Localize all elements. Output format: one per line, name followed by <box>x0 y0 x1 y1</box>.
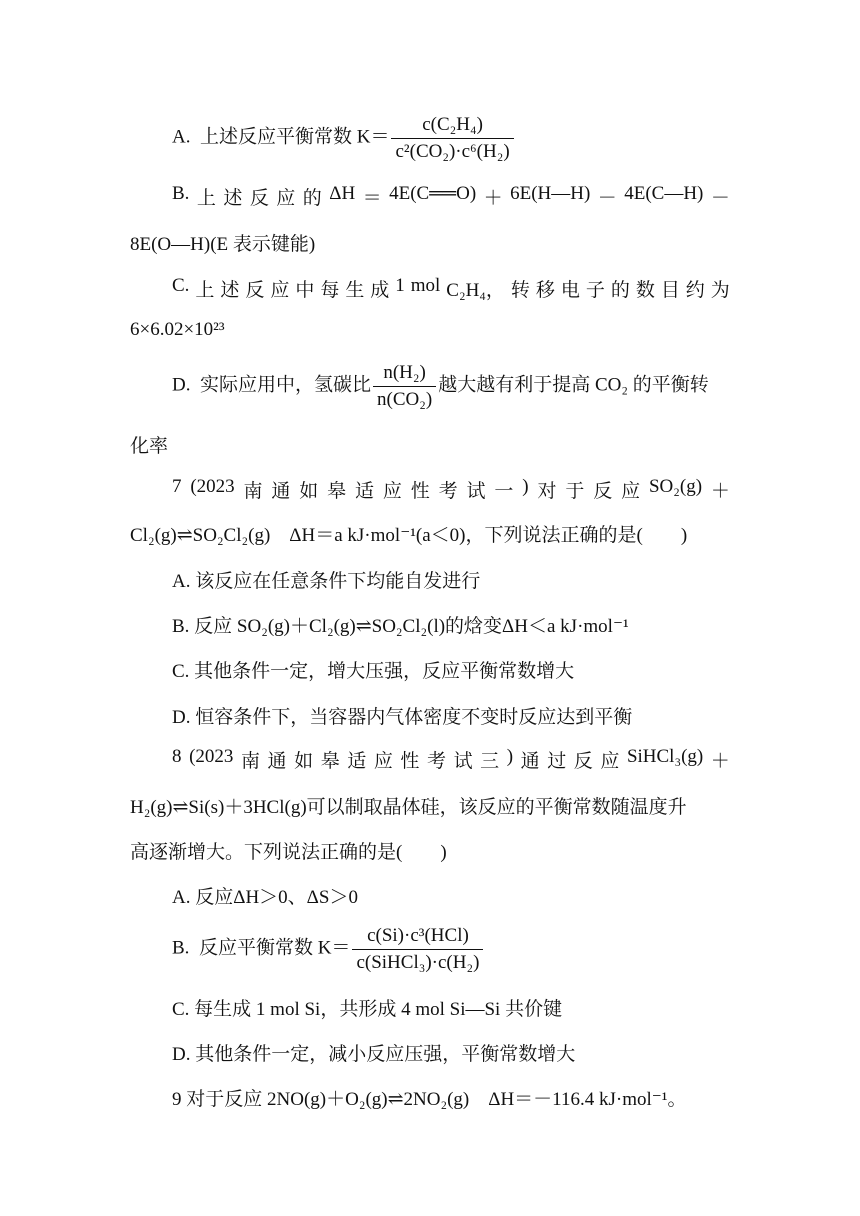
q6-option-d-text-pre: 实际应用中，氢碳比 <box>199 374 371 396</box>
q6-option-d-label: D. <box>172 374 191 396</box>
q6-option-d-line2: 化率 <box>130 436 169 457</box>
q6-option-c-segment: 的 <box>610 280 630 301</box>
q6-option-c-segment: 成 <box>370 280 390 301</box>
q6-option-a-fraction <box>391 114 513 163</box>
q6-option-c-segment: 电 <box>560 280 580 301</box>
q8-stem-segment: 如 <box>294 751 314 772</box>
q8-stem-segment: 应 <box>373 751 393 772</box>
q8-stem-segment: 通 <box>267 751 287 772</box>
q6-option-b-segment: 6E(H—H) <box>510 183 591 204</box>
q7-stem-segment: 于 <box>565 481 585 502</box>
q6-option-b-segment: 反 <box>249 188 269 209</box>
q8-stem-segment: 三 <box>480 751 500 772</box>
q6-option-c-segment: 转 <box>510 280 530 301</box>
q8-stem-segment: 试 <box>453 751 473 772</box>
q7-stem-segment: ＋ <box>710 481 730 502</box>
q6-option-c-segment: 子 <box>585 280 605 301</box>
q6-option-b-segment: 上 <box>196 188 216 209</box>
q8-stem-segment: 反 <box>573 751 593 772</box>
q8-stem-segment: 南 <box>240 751 260 772</box>
q6-option-c-segment: 述 <box>220 280 240 301</box>
q6-option-c-segment: 移 <box>535 280 555 301</box>
q7-stem-segment: SO₂(g) <box>648 476 703 497</box>
q7-stem-segment: 考 <box>438 481 458 502</box>
fraction-numerator: n(H₂) <box>383 362 426 383</box>
q7-stem-segment: 应 <box>382 481 402 502</box>
q8-option-b-label: B. <box>172 937 190 959</box>
q8-stem-segment: ) <box>506 746 514 767</box>
q8-stem-segment: 8 <box>172 746 182 767</box>
q7-stem-segment: 适 <box>355 481 375 502</box>
q8-stem-segment: 适 <box>347 751 367 772</box>
q6-option-b-segment: 4E(C══O) <box>389 183 477 204</box>
q7-stem-segment: ) <box>522 476 529 497</box>
q6-option-c-segment: 每 <box>320 280 340 301</box>
q8-option-d: D. 其他条件一定，减小反应压强，平衡常数增大 <box>172 1044 576 1065</box>
q8-stem-line3: 高逐渐增大。下列说法正确的是( ) <box>130 842 447 863</box>
q6-option-b-segment: 4E(C—H) <box>624 183 704 204</box>
fraction-denominator: c²(CO₂)·c⁶(H₂) <box>391 138 513 163</box>
q8-stem-segment: 通 <box>520 751 540 772</box>
q6-option-c-segment: 数 <box>635 280 655 301</box>
q8-option-a: A. 反应ΔH＞0、ΔS＞0 <box>172 887 358 908</box>
q6-option-d-text-post: 越大越有利于提高 CO₂ 的平衡转 <box>438 374 709 396</box>
q7-stem-line1 <box>172 476 730 503</box>
q6-option-b-segment: B. <box>172 183 190 204</box>
q8-stem-segment: 性 <box>400 751 420 772</box>
q8-stem-segment: 过 <box>547 751 567 772</box>
q8-option-b-fraction <box>352 925 483 974</box>
q6-option-b-segment: ＝ <box>362 188 382 209</box>
q8-stem-line2: H₂(g)⇌Si(s)＋3HCl(g)可以制取晶体硅，该反应的平衡常数随温度升 <box>130 797 687 818</box>
q8-stem-segment: ＋ <box>710 751 730 772</box>
fraction-numerator: c(Si)·c³(HCl) <box>367 925 469 946</box>
q8-stem-segment: (2023 <box>189 746 234 767</box>
q6-option-c-segment: C₂H₄， <box>446 280 505 301</box>
q6-option-c-segment: mol <box>410 275 441 296</box>
q7-option-a: A. 该反应在任意条件下均能自发进行 <box>172 571 481 592</box>
q6-option-d <box>172 362 709 411</box>
q7-stem-segment: 皋 <box>327 481 347 502</box>
q9-stem-line1: 9 对于反应 2NO(g)＋O₂(g)⇌2NO₂(g) ΔH＝－116.4 kJ·mol⁻¹。 <box>172 1089 687 1110</box>
q6-option-d-fraction <box>373 362 436 411</box>
q7-stem-segment: 一 <box>494 481 514 502</box>
q7-stem-segment: 性 <box>410 481 430 502</box>
q6-option-c-segment: 约 <box>685 280 705 301</box>
q8-stem-line1 <box>172 746 730 773</box>
q7-stem-segment: 南 <box>243 481 263 502</box>
fraction-denominator: n(CO₂) <box>373 386 436 411</box>
q7-stem-segment: 通 <box>271 481 291 502</box>
fraction-numerator: c(C₂H₄) <box>422 114 483 135</box>
q7-stem-segment: 反 <box>593 481 613 502</box>
q7-option-b: B. 反应 SO₂(g)＋Cl₂(g)⇌SO₂Cl₂(l)的焓变ΔH＜a kJ·mol⁻¹ <box>172 616 629 637</box>
q7-stem-segment: (2023 <box>190 476 235 497</box>
q6-option-a-k: K＝ <box>356 126 390 148</box>
q8-stem-segment: 应 <box>600 751 620 772</box>
q8-option-b <box>172 925 485 974</box>
q6-option-b-segment: 述 <box>223 188 243 209</box>
q8-option-c: C. 每生成 1 mol Si，共形成 4 mol Si—Si 共价键 <box>172 999 563 1020</box>
q6-option-c-segment: 为 <box>710 280 730 301</box>
q6-option-c-line2: 6×6.02×10²³ <box>130 319 225 340</box>
q7-stem-segment: 应 <box>621 481 641 502</box>
q6-option-a-text: 上述反应平衡常数 <box>199 126 352 148</box>
q6-option-c-segment: 应 <box>270 280 290 301</box>
q6-option-c-segment: 反 <box>245 280 265 301</box>
q6-option-b-segment: 应 <box>276 188 296 209</box>
q6-option-b-line1 <box>172 183 730 210</box>
q7-stem-segment: 如 <box>299 481 319 502</box>
fraction-denominator: c(SiHCl₃)·c(H₂) <box>352 949 483 974</box>
q6-option-c-segment: C. <box>172 275 190 296</box>
q6-option-c-segment: 中 <box>295 280 315 301</box>
q7-stem-segment: 对 <box>537 481 557 502</box>
q8-stem-segment: 考 <box>427 751 447 772</box>
q7-option-c: C. 其他条件一定，增大压强，反应平衡常数增大 <box>172 661 575 682</box>
q6-option-b-line2: 8E(O—H)(E 表示键能) <box>130 234 316 255</box>
q7-stem-segment: 7 <box>172 476 182 497</box>
q6-option-c-segment: 目 <box>660 280 680 301</box>
q6-option-b-segment: － <box>597 188 617 209</box>
q7-stem-line2: Cl₂(g)⇌SO₂Cl₂(g) ΔH＝a kJ·mol⁻¹(a＜0)，下列说法正确的是( ) <box>130 525 688 546</box>
q6-option-c-segment: 上 <box>195 280 215 301</box>
q7-stem-segment: 试 <box>466 481 486 502</box>
q6-option-c-segment: 1 <box>395 275 405 296</box>
q6-option-b-segment: 的 <box>302 188 322 209</box>
q7-option-d: D. 恒容条件下，当容器内气体密度不变时反应达到平衡 <box>172 707 633 728</box>
q6-option-b-segment: － <box>710 188 730 209</box>
q6-option-a-label: A. <box>172 126 191 148</box>
q6-option-b-segment: ΔH <box>329 183 356 204</box>
q8-stem-segment: SiHCl₃(g) <box>626 746 704 767</box>
q6-option-c-line1 <box>172 275 730 302</box>
q6-option-c-segment: 生 <box>345 280 365 301</box>
q6-option-b-segment: ＋ <box>483 188 503 209</box>
q8-stem-segment: 皋 <box>320 751 340 772</box>
q8-option-b-k: K＝ <box>317 937 351 959</box>
q6-option-a <box>172 114 516 163</box>
q8-option-b-text: 反应平衡常数 <box>198 937 313 959</box>
